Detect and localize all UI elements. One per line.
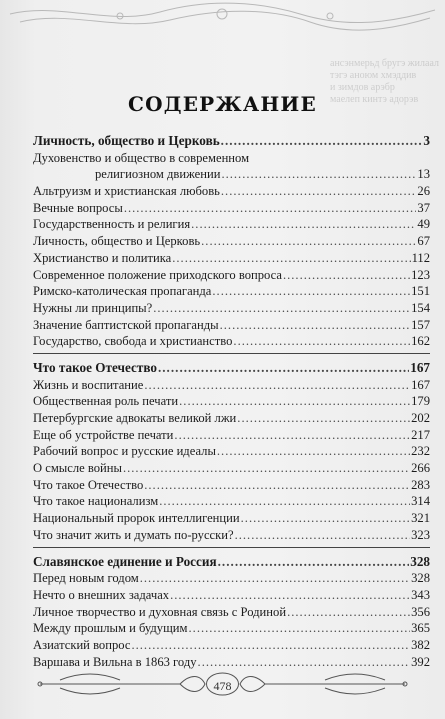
page-number: 478: [213, 679, 232, 693]
toc-section-heading: [33, 360, 430, 377]
dot-leader: [221, 166, 416, 183]
toc-entry: [33, 267, 430, 284]
entry-page: 13: [417, 167, 430, 182]
dot-leader: [123, 460, 410, 477]
table-of-contents: [33, 133, 430, 670]
toc-entry: [33, 250, 430, 267]
toc-section-heading: [33, 554, 430, 571]
toc-entry: [33, 283, 430, 300]
toc-entry: [33, 493, 430, 510]
toc-entry: [33, 300, 430, 317]
entry-title: Альтруизм и христианская любовь: [33, 184, 220, 199]
toc-entry: [33, 460, 430, 477]
section-page: 328: [410, 553, 430, 569]
toc-entry: [33, 317, 430, 334]
entry-page: 179: [411, 394, 430, 409]
section-divider: [33, 547, 430, 552]
toc-entry: [33, 620, 430, 637]
entry-title: Перед новым годом: [33, 571, 139, 586]
entry-title: Вечные вопросы: [33, 200, 123, 215]
entry-title: Между прошлым и будущим: [33, 621, 188, 636]
dot-leader: [159, 493, 410, 510]
toc-entry: [33, 166, 430, 183]
toc-entry: [33, 183, 430, 200]
entry-page: 343: [411, 587, 430, 602]
toc-entry: [33, 216, 430, 233]
toc-entry: [33, 233, 430, 250]
toc-entry: [33, 410, 430, 427]
entry-title: Духовенство и общество в современном: [33, 150, 250, 165]
dot-leader: [201, 233, 416, 250]
entry-title: Государственность и религия: [33, 217, 191, 232]
dot-leader: [217, 443, 410, 460]
dot-leader: [131, 637, 410, 654]
toc-entry: [33, 637, 430, 654]
dot-leader: [191, 216, 416, 233]
entry-title: Жизнь и воспитание: [33, 377, 144, 392]
dot-leader: [212, 283, 410, 300]
entry-page: 323: [411, 527, 430, 542]
entry-title: Современное положение приходского вопроса: [33, 267, 282, 282]
entry-title: Значение баптистской пропаганды: [33, 317, 219, 332]
entry-title: Римско-католическая пропаганда: [33, 284, 212, 299]
dot-leader: [140, 570, 410, 587]
section-page: 3: [423, 133, 430, 148]
entry-title: Национальный пророк интеллигенции: [33, 511, 240, 526]
toc-entry: [33, 393, 430, 410]
dot-leader: [174, 427, 410, 444]
entry-page: 321: [411, 511, 430, 526]
entry-title: Личность, общество и Церковь: [33, 234, 201, 249]
entry-title: Варшава и Вильна в 1863 году: [33, 654, 197, 669]
section-divider: [33, 353, 430, 358]
entry-page: 26: [417, 184, 430, 199]
entry-title: Христианство и политика: [33, 250, 172, 265]
section-page: 167: [410, 359, 430, 375]
toc-section-heading: [33, 133, 430, 150]
dot-leader: [144, 477, 410, 494]
entry-title: Государство, свобода и христианство: [33, 334, 233, 349]
entry-page: 37: [417, 200, 430, 215]
page-title: СОДЕРЖАНИЕ: [128, 92, 317, 116]
toc-entry: [33, 570, 430, 587]
entry-title: Петербургские адвокаты великой лжи: [33, 411, 237, 425]
entry-page: 112: [411, 250, 430, 265]
toc-entry: [33, 477, 430, 494]
entry-title: религиозном движении: [95, 167, 221, 182]
dot-leader: [124, 200, 417, 217]
entry-page: 356: [411, 604, 430, 619]
entry-title: Нечто о внешних задачах: [33, 587, 170, 602]
toc-entry: [33, 604, 430, 621]
dot-leader: [287, 604, 410, 621]
entry-page: 314: [411, 494, 430, 509]
dot-leader: [153, 300, 410, 317]
toc-entry: [33, 333, 430, 350]
toc-entry: [33, 510, 430, 527]
toc-entry: [33, 527, 430, 544]
toc-entry: [33, 587, 430, 604]
top-ornament: [0, 0, 445, 40]
entry-page: 232: [411, 444, 430, 459]
entry-title: Личное творчество и духовная связь с Родиной: [33, 604, 287, 619]
section-title: Славянское единение и Россия: [33, 553, 217, 569]
entry-page: 157: [411, 317, 430, 332]
toc-entry: [33, 200, 430, 217]
entry-page: 154: [411, 300, 430, 315]
entry-page: 217: [411, 427, 430, 442]
entry-page: 49: [417, 217, 430, 232]
dot-leader: [221, 183, 417, 200]
entry-title: Азиатский вопрос: [33, 637, 131, 652]
entry-title: Что такое национализм: [33, 494, 159, 509]
entry-page: 382: [411, 637, 430, 652]
toc-entry: [33, 377, 430, 394]
dot-leader: [220, 317, 410, 334]
bleed-through-text: ансэнмерьд бругэ жилаал тэгэ аноюм хмэддив и зимдов арэбр маелеп кинтэ адорэв: [330, 58, 439, 105]
entry-page: 392: [411, 654, 430, 669]
entry-page: 328: [411, 571, 430, 586]
dot-leader: [189, 620, 411, 637]
entry-title: Что такое Отечество: [33, 477, 144, 492]
entry-title: Еще об устройстве печати: [33, 427, 174, 442]
toc-entry: [33, 443, 430, 460]
entry-page: 162: [411, 334, 430, 349]
dot-leader: [144, 377, 410, 394]
dot-leader: [235, 527, 411, 544]
dot-leader: [179, 393, 410, 410]
entry-title: О смысле войны: [33, 461, 122, 476]
dot-leader: [170, 587, 410, 604]
entry-title: Общественная роль печати: [33, 394, 179, 409]
dot-leader: [241, 510, 410, 527]
section-title: Личность, общество и Церковь: [33, 133, 220, 148]
entry-title: Рабочий вопрос и русские идеалы: [33, 444, 216, 459]
entry-page: 283: [411, 477, 430, 492]
dot-leader: [158, 360, 409, 377]
entry-title: Что значит жить и думать по-русски?: [33, 527, 234, 542]
entry-page: 67: [417, 234, 430, 249]
entry-page: 266: [411, 461, 430, 476]
toc-entry: [33, 150, 430, 167]
entry-page: 365: [411, 621, 430, 636]
dot-leader: [237, 410, 410, 427]
dot-leader: [172, 250, 410, 267]
dot-leader: [283, 267, 410, 284]
dot-leader: [218, 554, 410, 571]
dot-leader: [233, 333, 410, 350]
entry-page: 202: [411, 411, 430, 425]
entry-title: Нужны ли принципы?: [33, 300, 153, 315]
entry-page: 123: [411, 267, 430, 282]
dot-leader: [221, 133, 423, 150]
section-title: Что такое Отечество: [33, 359, 157, 375]
entry-page: 167: [411, 377, 430, 392]
toc-entry: [33, 427, 430, 444]
entry-page: 151: [411, 284, 430, 299]
